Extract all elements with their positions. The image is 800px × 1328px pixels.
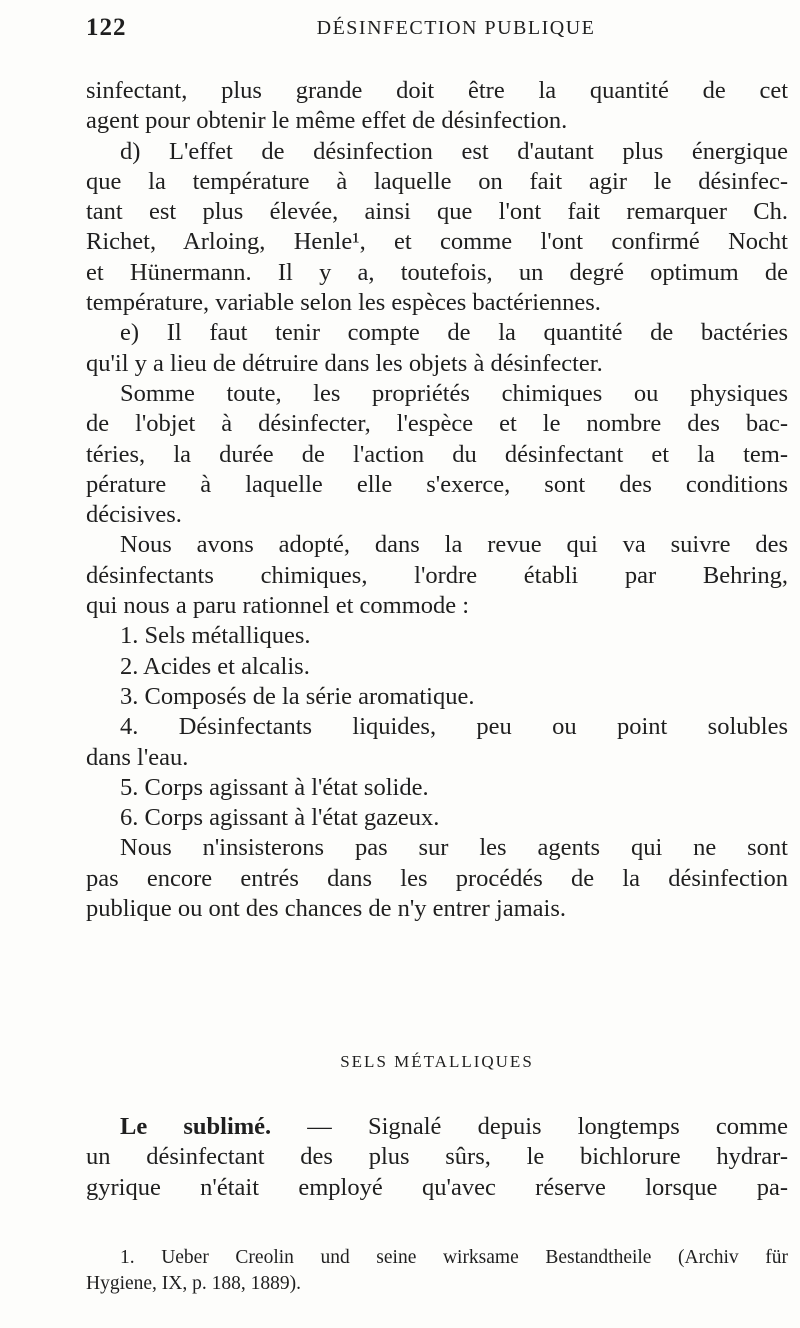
text-line: tant est plus élevée, ainsi que l'ont fait remarquer Ch. <box>86 198 788 226</box>
list-item: 4. Désinfectants liquides, peu ou point solubles <box>120 713 788 741</box>
text-line: qui nous a paru rationnel et commode : <box>86 592 470 620</box>
main-text <box>86 76 788 924</box>
text-line: pas encore entrés dans les procédés de la désinfection <box>86 864 788 892</box>
text-line: téries, la durée de l'action du désinfectant et la tem- <box>86 440 788 468</box>
text-line: que la température à laquelle on fait agir le désinfec- <box>86 167 788 195</box>
text-line: publique ou ont des chances de n'y entrer jamais. <box>86 895 566 923</box>
text-line: Nous avons adopté, dans la revue qui va suivre des <box>120 531 788 559</box>
run-in-heading: Le sublimé. <box>120 1113 272 1140</box>
text-line: e) Il faut tenir compte de la quantité de bactéries <box>120 319 788 347</box>
text-line: d) L'effet de désinfection est d'autant plus énergique <box>120 137 788 165</box>
text-line: Somme toute, les propriétés chimiques ou physiques <box>120 379 788 407</box>
list-item: 2. Acides et alcalis. <box>120 652 310 680</box>
text-line: de l'objet à désinfecter, l'espèce et le nombre des bac- <box>86 410 788 438</box>
footnote-line: Hygiene, IX, p. 188, 1889). <box>86 1273 302 1294</box>
page-header <box>86 14 786 50</box>
text-line: dans l'eau. <box>86 743 189 771</box>
text-line: Nous n'insisterons pas sur les agents qui ne sont <box>120 834 788 862</box>
running-head: DÉSINFECTION PUBLIQUE <box>316 17 596 39</box>
text-line: un désinfectant des plus sûrs, le bichlorure hydrar- <box>86 1143 788 1171</box>
text-line: Richet, Arloing, Henle¹, et comme l'ont confirmé Nocht <box>86 228 788 256</box>
text-line: décisives. <box>86 501 182 529</box>
text-line: désinfectants chimiques, l'ordre établi par Behring, <box>86 561 788 589</box>
text-line: sinfectant, plus grande doit être la quantité de cet <box>86 77 788 104</box>
section-title: SELS MÉTALLIQUES <box>340 1052 534 1071</box>
footnote <box>86 1245 788 1297</box>
text-line <box>86 1112 788 1142</box>
paragraph-sublime <box>86 1112 788 1203</box>
text-line: et Hünermann. Il y a, toutefois, un degré optimum de <box>86 258 788 286</box>
footnote-line: 1. Ueber Creolin und seine wirksame Bestandtheile (Archiv für <box>120 1247 788 1268</box>
text-line: gyrique n'était employé qu'avec réserve lorsque pa- <box>86 1173 788 1201</box>
list-item: 6. Corps agissant à l'état gazeux. <box>120 804 440 832</box>
page-number: 122 <box>86 14 127 41</box>
text-line: température, variable selon les espèces bactériennes. <box>86 289 601 317</box>
text-line: pérature à laquelle elle s'exerce, sont des conditions <box>86 470 788 498</box>
list-item: 5. Corps agissant à l'état solide. <box>120 773 429 801</box>
list-item: 3. Composés de la série aromatique. <box>120 682 475 710</box>
list-item: 1. Sels métalliques. <box>120 622 311 650</box>
text-line: qu'il y a lieu de détruire dans les objets à désinfecter. <box>86 349 603 377</box>
text-run: — Signalé depuis longtemps comme <box>271 1113 788 1140</box>
text-line: agent pour obtenir le même effet de désinfection. <box>86 107 568 135</box>
